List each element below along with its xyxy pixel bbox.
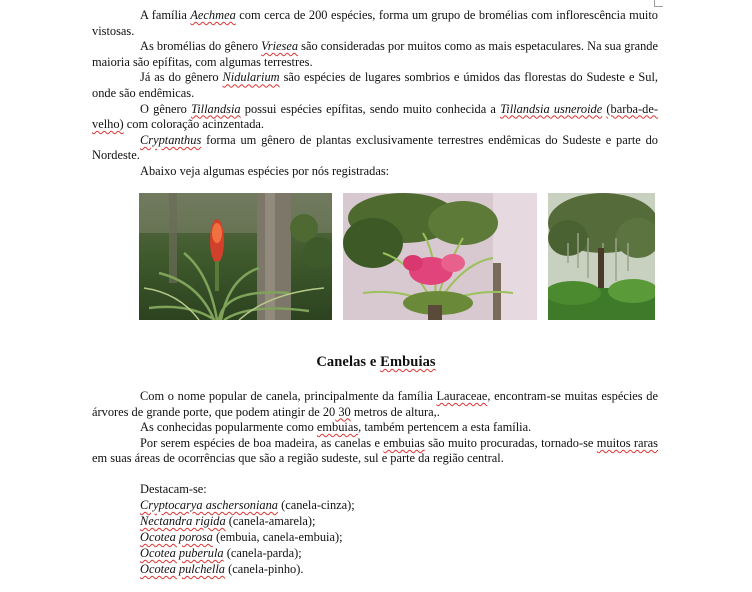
text: 30 bbox=[335, 404, 351, 419]
intro-text bbox=[92, 8, 658, 180]
text: Já as do gênero bbox=[140, 70, 223, 85]
common-name: (canela-cinza); bbox=[278, 498, 355, 512]
common-name: (canela-pinho). bbox=[225, 562, 304, 576]
species-name: Ocotea porosa bbox=[140, 530, 213, 544]
text: são consideradas por muitos como as mais espetaculares. Na sua grande maioria são epífitas, com algumas terrestres. bbox=[92, 39, 659, 69]
text: muitos raras bbox=[596, 435, 658, 450]
paragraph-tillandsia bbox=[92, 102, 658, 133]
title-text: Canelas e bbox=[316, 354, 381, 370]
list-item bbox=[140, 545, 355, 561]
text: Com o nome popular de canela, principalmente da família bbox=[140, 389, 437, 403]
text: embuias bbox=[316, 420, 359, 435]
species-name: Ocotea pulchella bbox=[140, 562, 225, 576]
genus-name: Nidularium bbox=[222, 70, 280, 85]
photo-bromeliad-red bbox=[139, 193, 332, 320]
text: A família bbox=[140, 8, 191, 22]
paragraph-cryptanthus bbox=[92, 133, 658, 164]
page-corner-mark bbox=[654, 0, 663, 7]
family-name: Lauraceae bbox=[436, 389, 488, 403]
paragraph-aechmea bbox=[92, 8, 658, 39]
paragraph-nidularium bbox=[92, 70, 658, 101]
text: com cerca de 200 espécies, forma um grupo de bromélias com inflorescência muito vistosas. bbox=[92, 8, 658, 38]
common-name: (embuia, canela-embuia); bbox=[212, 530, 343, 544]
list-item bbox=[140, 529, 355, 545]
species-name: Ocotea puberula bbox=[140, 546, 224, 560]
paragraph-intro-photos: Abaixo veja algumas espécies por nós registradas: bbox=[140, 163, 390, 178]
photo-tree-moss bbox=[548, 193, 655, 320]
text: O gênero bbox=[140, 101, 192, 116]
text: são muito procuradas, tornado-se bbox=[424, 435, 597, 450]
text: em suas áreas de ocorrências que são a região sudeste, sul e parte da região central. bbox=[92, 451, 504, 466]
text: possui espécies epífitas, sendo muito conhecida a bbox=[240, 101, 501, 116]
photo-bromeliad-pink bbox=[343, 193, 537, 320]
list-item bbox=[140, 561, 355, 577]
genus-name: Cryptanthus bbox=[140, 132, 202, 147]
title-text-embuias: Embuias bbox=[380, 354, 436, 370]
paragraph-vriesea bbox=[92, 39, 658, 70]
section-title bbox=[0, 354, 752, 371]
species-name: Tillandsia usneroide bbox=[500, 101, 603, 116]
paragraph-embuias bbox=[92, 420, 658, 436]
genus-name: Aechmea bbox=[190, 8, 236, 22]
species-name: Nectandra rigida bbox=[140, 514, 226, 528]
text: embuias bbox=[383, 435, 425, 450]
genus-name: Vriesea bbox=[261, 39, 299, 54]
text: As conhecidas popularmente como bbox=[140, 420, 317, 435]
text: forma um gênero de plantas exclusivamente terrestres endêmicas do Sudeste e parte do Nordeste. bbox=[92, 132, 658, 163]
text: , encontram-se muitas espécies de árvores de grande porte, que podem atingir de 20 bbox=[92, 389, 658, 419]
list-heading: Destacam-se: bbox=[140, 482, 207, 496]
text: com coloração acinzentada. bbox=[123, 117, 265, 132]
text: , também pertencem a esta família. bbox=[358, 420, 532, 435]
text: As bromélias do gênero bbox=[140, 39, 262, 54]
section-text bbox=[92, 389, 658, 467]
text: são espécies de lugares sombrios e úmidos das florestas do Sudeste e Sul, onde são endêmicas. bbox=[92, 70, 658, 100]
paragraph-canela bbox=[92, 389, 658, 420]
species-name: Cryptocarya aschersoniana bbox=[140, 498, 279, 512]
common-name: (barba-de-velho) bbox=[92, 101, 658, 132]
common-name: (canela-parda); bbox=[223, 546, 302, 560]
list-item bbox=[140, 513, 355, 529]
text: Por serem espécies de boa madeira, as canelas e bbox=[140, 435, 384, 450]
common-name: (canela-amarela); bbox=[225, 514, 316, 528]
text: metros de altura,. bbox=[350, 404, 440, 419]
paragraph-madeira bbox=[92, 436, 658, 467]
genus-name: Tillandsia bbox=[191, 101, 241, 116]
list-item bbox=[140, 497, 355, 513]
species-list bbox=[140, 481, 355, 577]
